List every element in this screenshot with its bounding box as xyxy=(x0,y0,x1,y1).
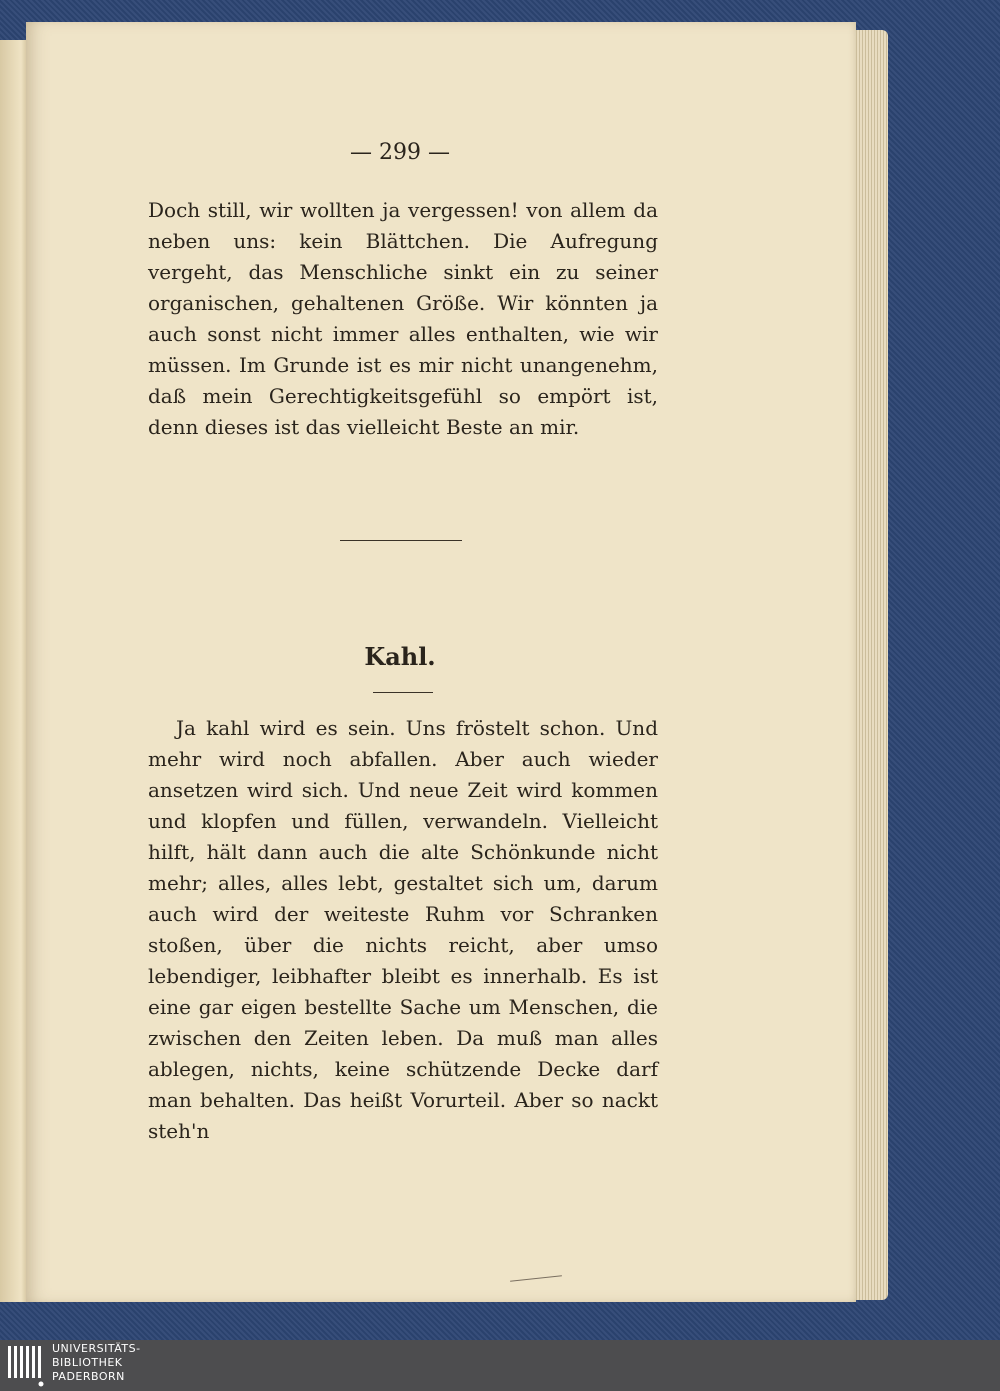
library-name-line-1: UNIVERSITÄTS- xyxy=(52,1342,141,1355)
section-title: Kahl. xyxy=(364,642,436,671)
library-name-line-3: PADERBORN xyxy=(52,1370,125,1383)
section-separator xyxy=(340,540,462,541)
section-paragraph: Ja kahl wird es sein. Uns fröstelt schon. Und mehr wird noch abfallen. Aber auch wieder ansetzen wird sich. Und neue Zeit wird kommen und klopfen und füllen, verwandeln. Vielleicht hilft, hält dann auch die alte Schönkunde nicht mehr; alles, alles lebt, gestaltet sich um, darum auch wird der weiteste Ruhm vor Schranken stoßen, über die nichts reicht, aber umso lebendiger, leibhafter bleibt es innerhalb. Es ist eine gar eigen bestellte Sache um Menschen, die zwischen den Zeiten leben. Da muß man alles ablegen, nichts, keine schützende Decke darf man behalten. Das heißt Vorurteil. Aber so nackt steh'n xyxy=(148,716,658,1143)
library-logo-icon xyxy=(4,1342,44,1388)
library-name-line-2: BIBLIOTHEK xyxy=(52,1356,123,1369)
page-number: — 299 — xyxy=(350,140,450,165)
paragraph-continued: Doch still, wir wollten ja vergessen! von allem da neben uns: kein Blättchen. Die Aufregung vergeht, das Menschliche sinkt ein zu seiner organischen, gehaltenen Größe. Wir könnten ja auch sonst nicht immer alles enthalten, wie wir müssen. Im Grunde ist es mir nicht unangenehm, daß mein Gerechtigkeitsgefühl so empört ist, denn dieses ist das vielleicht Beste an mir. xyxy=(148,198,658,439)
library-name xyxy=(52,1342,141,1384)
footer-bar xyxy=(0,1340,1000,1391)
title-underline xyxy=(373,692,433,693)
